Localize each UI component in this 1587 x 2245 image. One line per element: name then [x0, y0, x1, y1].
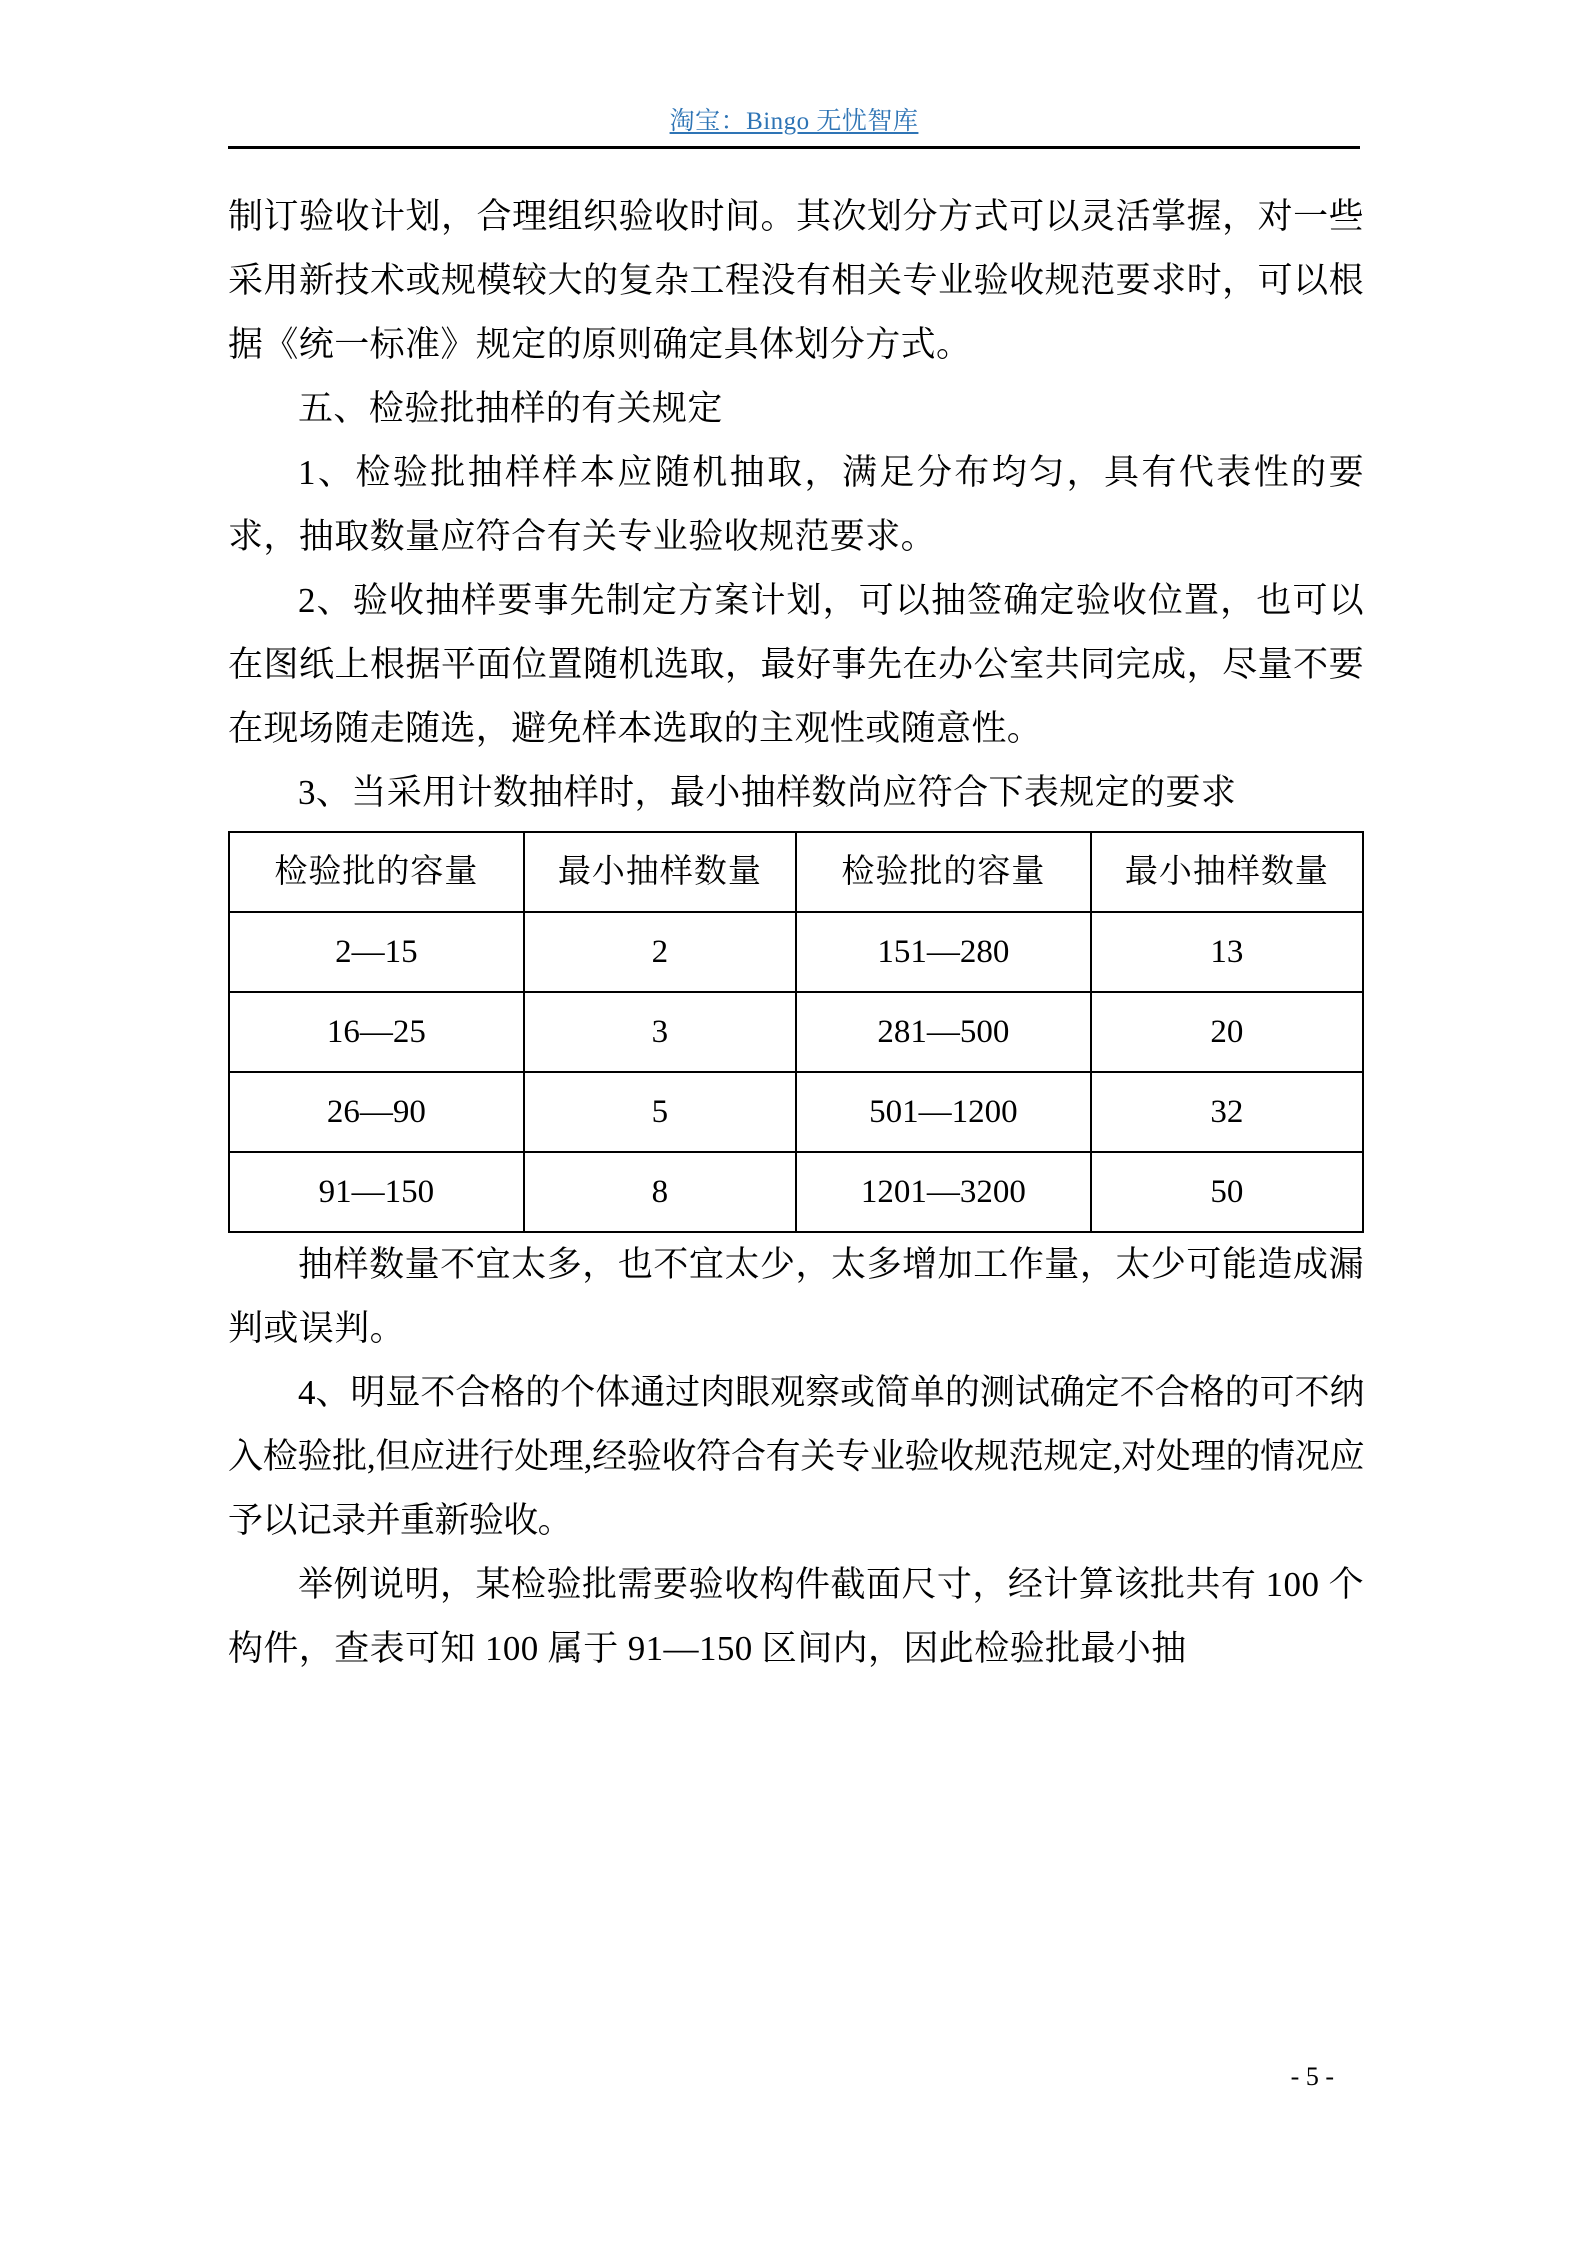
paragraph-item-2: 2、验收抽样要事先制定方案计划，可以抽签确定验收位置，也可以在图纸上根据平面位置随机选取，最好事先在办公室共同完成，尽量不要在现场随走随选，避免样本选取的主观性或随意性。 [228, 581, 1364, 748]
table-cell: 13 [1091, 912, 1363, 992]
paragraph-continued: 制订验收计划，合理组织验收时间。其次划分方式可以灵活掌握，对一些采用新技术或规模较大的复杂工程没有相关专业验收规范要求时，可以根据《统一标准》规定的原则确定具体划分方式。 [228, 197, 1364, 364]
table-cell: 501—1200 [796, 1072, 1091, 1152]
table-row [229, 1072, 1363, 1152]
table-cell: 16—25 [229, 992, 524, 1072]
table-cell: 91—150 [229, 1152, 524, 1232]
paragraph-item-3: 3、当采用计数抽样时，最小抽样数尚应符合下表规定的要求 [298, 773, 1237, 812]
table-row [229, 1152, 1363, 1232]
table-cell: 5 [524, 1072, 796, 1152]
paragraph-sampling-note: 抽样数量不宜太多，也不宜太少，太多增加工作量，太少可能造成漏判或误判。 [228, 1245, 1364, 1348]
paragraph-item-1: 1、检验批抽样样本应随机抽取，满足分布均匀，具有代表性的要求，抽取数量应符合有关专业验收规范要求。 [228, 453, 1364, 556]
table-cell: 281—500 [796, 992, 1091, 1072]
table-row [229, 992, 1363, 1072]
sampling-table-wrapper [228, 831, 1364, 1233]
minimum-sampling-table [228, 831, 1364, 1233]
table-cell: 151—280 [796, 912, 1091, 992]
page-footer-number: - 5 - [1290, 2062, 1334, 2091]
table-cell: 8 [524, 1152, 796, 1232]
table-header-cell: 检验批的容量 [229, 832, 524, 912]
header-divider-rule [228, 146, 1360, 149]
table-header-cell: 最小抽样数量 [1091, 832, 1363, 912]
table-cell: 2—15 [229, 912, 524, 992]
table-cell: 32 [1091, 1072, 1363, 1152]
paragraph-item-4: 4、明显不合格的个体通过肉眼观察或简单的测试确定不合格的可不纳入检验批,但应进行处理,经验收符合有关专业验收规范规定,对处理的情况应予以记录并重新验收。 [228, 1373, 1364, 1540]
header-shop-link[interactable]: 淘宝：Bingo 无忧智库 [669, 108, 919, 135]
table-header-cell: 最小抽样数量 [524, 832, 796, 912]
table-cell: 20 [1091, 992, 1363, 1072]
table-row [229, 912, 1363, 992]
page-header [228, 108, 1360, 136]
table-cell: 1201—3200 [796, 1152, 1091, 1232]
document-body [228, 185, 1364, 1681]
table-header-row [229, 832, 1363, 912]
paragraph-section-five-heading: 五、检验批抽样的有关规定 [298, 389, 723, 428]
table-cell: 3 [524, 992, 796, 1072]
table-header-cell: 检验批的容量 [796, 832, 1091, 912]
table-cell: 26—90 [229, 1072, 524, 1152]
table-cell: 2 [524, 912, 796, 992]
table-cell: 50 [1091, 1152, 1363, 1232]
paragraph-example: 举例说明，某检验批需要验收构件截面尺寸，经计算该批共有 100 个构件，查表可知 100 属于 91—150 区间内，因此检验批最小抽 [228, 1565, 1364, 1668]
